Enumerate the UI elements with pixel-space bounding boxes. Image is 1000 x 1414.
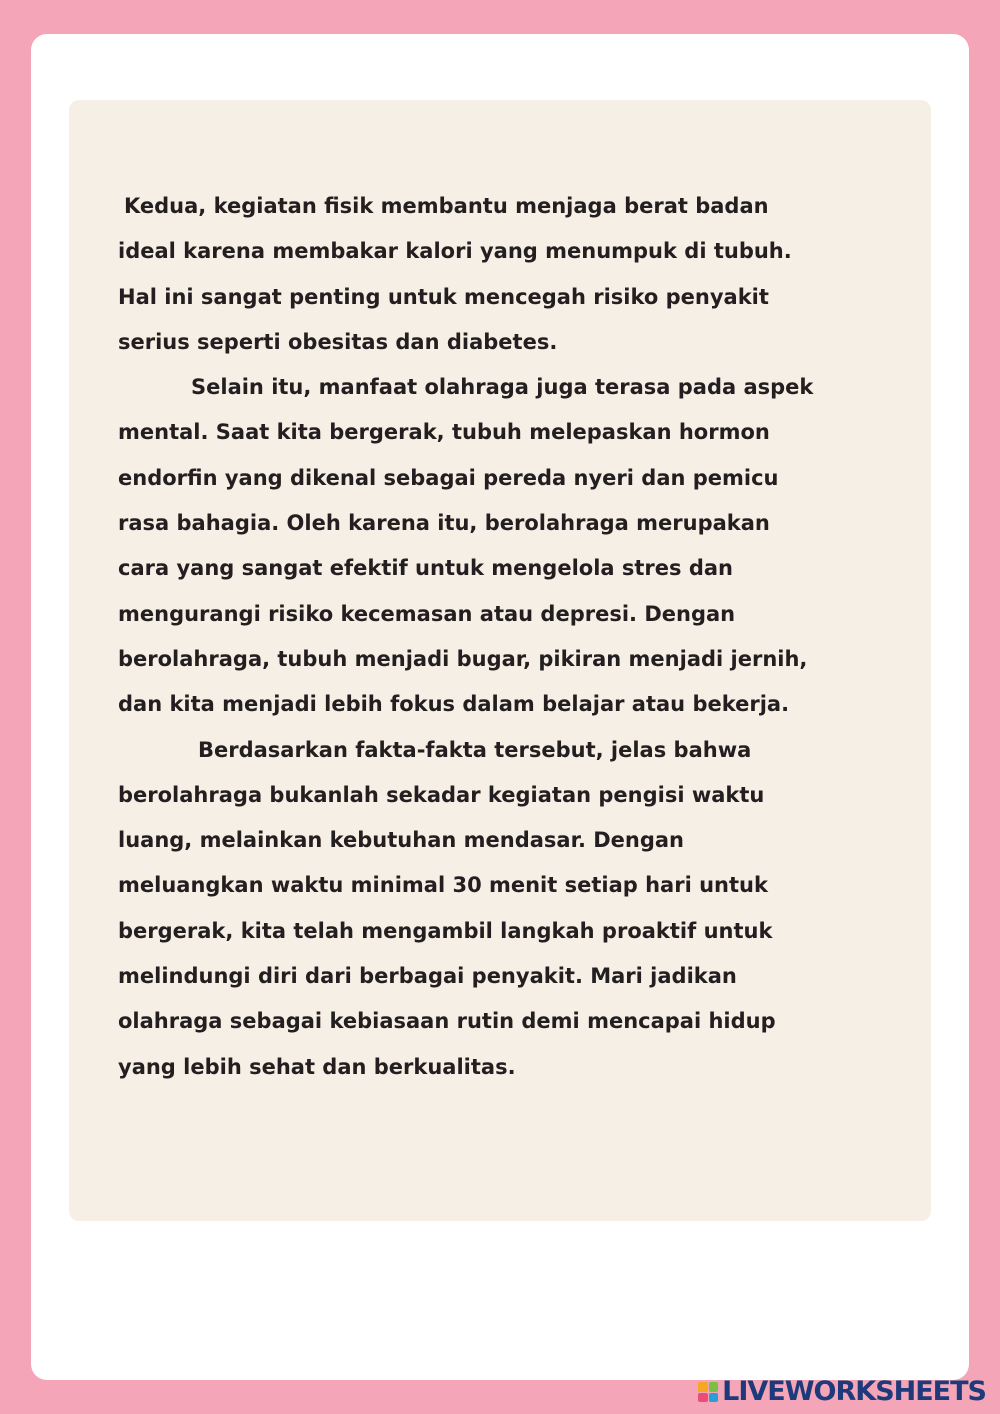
text-line: luang, melainkan kebutuhan mendasar. Dengan xyxy=(118,828,685,853)
text-line: yang lebih sehat dan berkualitas. xyxy=(118,1054,516,1079)
text-line: meluangkan waktu minimal 30 menit setiap hari untuk xyxy=(118,873,768,898)
watermark-text: LIVEWORKSHEETS xyxy=(722,1376,986,1407)
text-line: endorfin yang dikenal sebagai pereda nyeri dan pemicu xyxy=(118,465,779,490)
text-line: rasa bahagia. Oleh karena itu, berolahraga merupakan xyxy=(118,511,770,536)
text-line: Selain itu, manfaat olahraga juga terasa pada aspek xyxy=(191,375,814,400)
text-line: mengurangi risiko kecemasan atau depresi. Dengan xyxy=(118,601,736,626)
liveworksheets-logo-icon xyxy=(698,1382,718,1402)
text-line: berolahraga, tubuh menjadi bugar, pikiran menjadi jernih, xyxy=(118,646,808,671)
text-line: serius seperti obesitas dan diabetes. xyxy=(118,329,558,354)
text-line: cara yang sangat efektif untuk mengelola stres dan xyxy=(118,556,733,581)
text-line: Hal ini sangat penting untuk mencegah risiko penyakit xyxy=(118,284,769,309)
text-line: dan kita menjadi lebih fokus dalam belajar atau bekerja. xyxy=(118,692,790,717)
text-line: ideal karena membakar kalori yang menumpuk di tubuh. xyxy=(118,239,792,264)
text-line: olahraga sebagai kebiasaan rutin demi mencapai hidup xyxy=(118,1009,776,1034)
text-line: Kedua, kegiatan fisik membantu menjaga berat badan xyxy=(124,194,769,218)
text-line: Berdasarkan fakta-fakta tersebut, jelas bahwa xyxy=(198,737,752,762)
text-line: melindungi diri dari berbagai penyakit. Mari jadikan xyxy=(118,964,737,989)
text-line: mental. Saat kita bergerak, tubuh melepaskan hormon xyxy=(118,420,770,445)
text-line: berolahraga bukanlah sekadar kegiatan pengisi waktu xyxy=(118,782,765,807)
article-body xyxy=(118,184,908,1090)
text-line: bergerak, kita telah mengambil langkah proaktif untuk xyxy=(118,918,773,943)
liveworksheets-watermark[interactable] xyxy=(698,1378,986,1406)
